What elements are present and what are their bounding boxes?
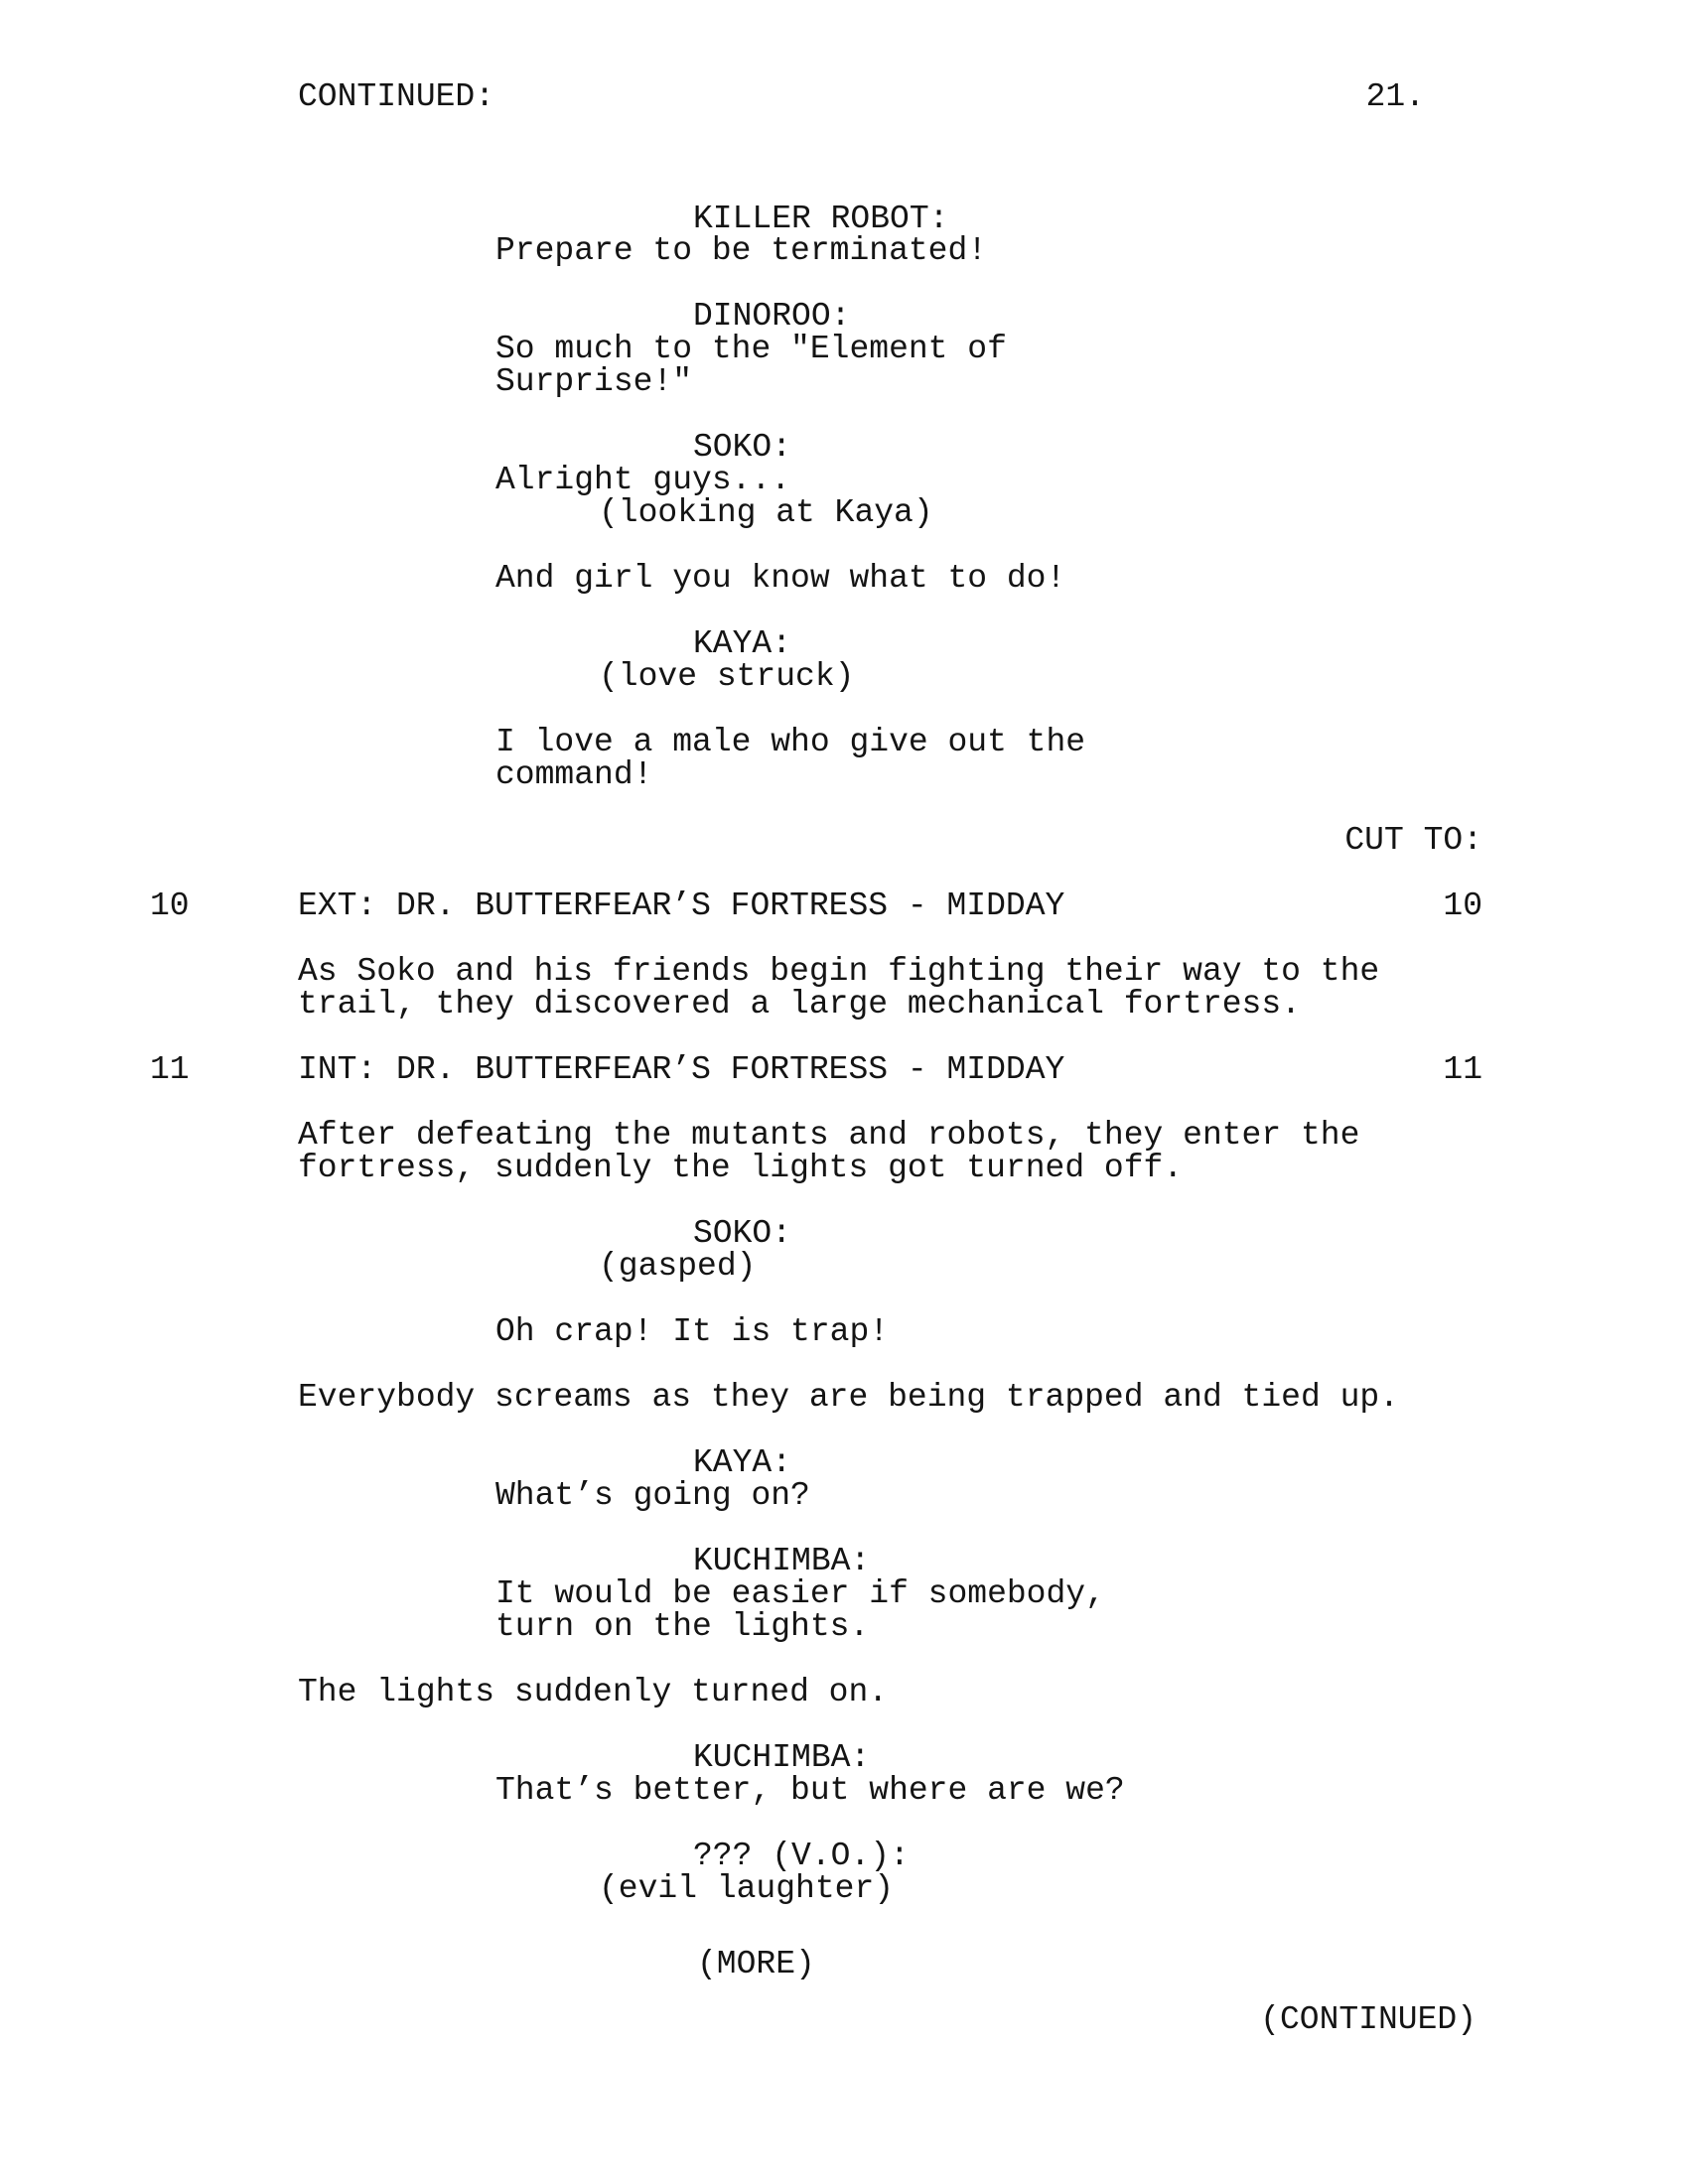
dialogue-line: Surprise!" xyxy=(495,363,693,400)
character-name: KILLER ROBOT: xyxy=(693,201,949,237)
dialogue-line: I love a male who give out the xyxy=(495,724,1086,760)
action-line: The lights suddenly turned on. xyxy=(298,1674,889,1710)
character-name: KAYA: xyxy=(693,625,792,662)
scene-number-right: 11 xyxy=(1443,1051,1482,1088)
dialogue-line: And girl you know what to do! xyxy=(495,560,1066,597)
continued-footer: (CONTINUED) xyxy=(1260,2001,1477,2038)
character-name: KUCHIMBA: xyxy=(693,1739,871,1776)
scene-heading: EXT: DR. BUTTERFEAR’S FORTRESS - MIDDAY xyxy=(298,887,1065,924)
dialogue-line: What’s going on? xyxy=(495,1477,810,1514)
dialogue-line: Alright guys... xyxy=(495,462,791,498)
action-line: After defeating the mutants and robots, they enter the xyxy=(298,1117,1360,1154)
scene-number-right: 10 xyxy=(1443,887,1482,924)
page-number: 21. xyxy=(1365,78,1425,115)
action-line: trail, they discovered a large mechanical fortress. xyxy=(298,986,1301,1023)
action-line: fortress, suddenly the lights got turned off. xyxy=(298,1150,1184,1186)
dialogue-line: Oh crap! It is trap! xyxy=(495,1313,890,1350)
continued-header: CONTINUED: xyxy=(298,78,495,115)
parenthetical: (looking at Kaya) xyxy=(599,494,933,531)
character-name: KUCHIMBA: xyxy=(693,1543,871,1579)
character-name: SOKO: xyxy=(693,1215,792,1252)
scene-number-left: 11 xyxy=(150,1051,190,1088)
dialogue-line: Prepare to be terminated! xyxy=(495,232,988,269)
parenthetical: (evil laughter) xyxy=(599,1870,895,1907)
parenthetical: (gasped) xyxy=(599,1248,757,1285)
scene-number-left: 10 xyxy=(150,887,190,924)
character-name: KAYA: xyxy=(693,1444,792,1481)
dialogue-line: That’s better, but where are we? xyxy=(495,1772,1125,1809)
action-line: As Soko and his friends begin fighting their way to the xyxy=(298,953,1380,990)
dialogue-line: command! xyxy=(495,756,653,793)
action-line: Everybody screams as they are being trapped and tied up. xyxy=(298,1379,1399,1416)
scene-heading: INT: DR. BUTTERFEAR’S FORTRESS - MIDDAY xyxy=(298,1051,1065,1088)
character-name: SOKO: xyxy=(693,429,792,466)
transition: CUT TO: xyxy=(1344,822,1482,859)
dialogue-line: turn on the lights. xyxy=(495,1608,870,1645)
character-name: ??? (V.O.): xyxy=(693,1838,910,1874)
more-marker: (MORE) xyxy=(697,1946,815,1982)
dialogue-line: So much to the "Element of xyxy=(495,331,1007,367)
character-name: DINOROO: xyxy=(693,298,851,335)
parenthetical: (love struck) xyxy=(599,658,855,695)
dialogue-line: It would be easier if somebody, xyxy=(495,1575,1105,1612)
